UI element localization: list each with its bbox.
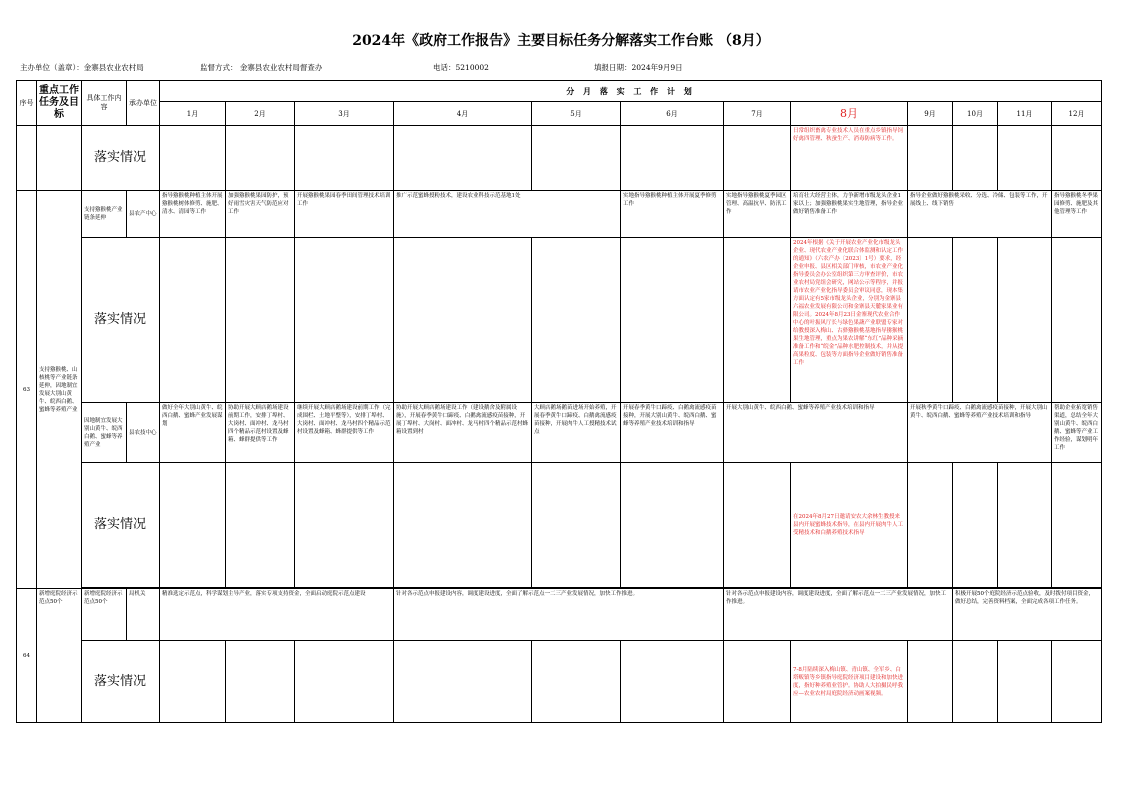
month-10: 10月 (953, 102, 998, 126)
header-unit: 承办单位 (127, 81, 160, 126)
month-12: 12月 (1052, 102, 1102, 126)
plan-63-2-m5: 大顾店鹅场鹅苗进场开始养殖，开展春季黄牛口蹄疫、白鹅禽流感疫苗接种，开展肉牛人工授精技术试点 (532, 403, 621, 463)
unit-63-2: 县农技中心 (127, 403, 160, 463)
content-63-1: 支持猕猴桃产业链条延伸 (82, 191, 127, 238)
seq-64: 64 (17, 589, 37, 723)
plan-64-m1-3: 精准选定示范点，科学谋划主导产业，落实专项支持资金，全面启动庭院示范点建设 (160, 589, 394, 641)
plan-63-1-m2: 加强猕猴桃果园防护，预好雨雪灾害天气防范应对工作 (226, 191, 295, 238)
seq-63: 63 (17, 191, 37, 589)
header-monthly-plan: 分 月 落 实 工 作 计 划 (160, 81, 1102, 102)
unit-63-1: 县农产中心 (127, 191, 160, 238)
plan-63-2-m3: 继续开展大顾店鹅场建设前期工作（完成围栏、土地平整等），安排丁埠村、大岗村、面冲村、龙马村四个精品示范村设置及蜂箱、蜂群提供等工作 (295, 403, 394, 463)
organizer: 主办单位（盖章）：金寨县农业农村局 (20, 63, 144, 72)
task-63: 支持猕猴桃、山核桃等产业链条延伸，因地制宜发展大别山黄牛、皖西白鹅、蜜蜂等养殖产业 (37, 191, 82, 589)
month-4: 4月 (394, 102, 532, 126)
plan-63-1-m1: 指导猕猴桃种植主体开展猕猴桃树体修剪、施肥、清水、清园等工作 (160, 191, 226, 238)
plan-63-1-m6: 实地指导猕猴桃种植主体开展夏季修剪工作 (621, 191, 724, 238)
impl-label: 落实情况 (82, 641, 160, 723)
month-5: 5月 (532, 102, 621, 126)
header-seq: 序号 (17, 81, 37, 126)
month-2: 2月 (226, 102, 295, 126)
month-1: 1月 (160, 102, 226, 126)
page-title: 2024年《政府工作报告》主要目标任务分解落实工作台账 （8月） (352, 33, 770, 49)
header-key-task: 重点工作任务及目标 (37, 81, 82, 126)
plan-63-2-m6: 开展春季黄牛口蹄疫、白鹅禽流感疫苗接种，开展大别山黄牛、皖西白鹅、蜜蜂等养殖产业技术培训和指导 (621, 403, 724, 463)
plan-63-1-m12: 指导猕猴桃冬季果园修剪、施肥及其他管理等工作 (1052, 191, 1102, 238)
plan-63-1-m3: 开展猕猴桃果园春季田间管理技术培训工作 (295, 191, 394, 238)
plan-63-1-m4-5: 推广示范蜜蜂授粉技术，建设农业科技示范基地1处 (394, 191, 621, 238)
plan-63-2-m12: 帮助企业拓宽销售渠道，总结全年大别山黄牛、皖西白鹅、蜜蜂等产业工作经验，谋划明年工作 (1052, 403, 1102, 463)
month-11: 11月 (998, 102, 1052, 126)
content-64: 新增庭院经济示范点50个 (82, 589, 127, 641)
task-64: 新增庭院经济示范点50个 (37, 589, 82, 723)
month-7: 7月 (724, 102, 791, 126)
impl-label: 落实情况 (82, 463, 160, 588)
supervision-method: 监督方式： 金寨县农业农村局督查办 (200, 63, 323, 72)
aug-impl-prev: 日常组织畜禽专业技术人员在重点乡镇指导饲好禽四管理、秋蚕生产、消毒防病等工作。 (791, 126, 908, 191)
header-content: 具体工作内容 (82, 81, 127, 126)
plan-63-2-m1: 做好全年大别山黄牛、皖西白鹅、蜜蜂产业发展谋划 (160, 403, 226, 463)
month-9: 9月 (908, 102, 953, 126)
plan-63-2-m2: 协助开展大顾店鹅场建设前期工作，安排丁埠村、大岗村、面冲村、龙马村四个精品示范村设置及蜂箱、蜂群提供等工作 (226, 403, 295, 463)
month-8: 8月 (791, 102, 908, 126)
aug-impl-63-2: 在2024年8月27日邀请安农大余林生教授来县内开展蜜蜂技术指导，在县内开展肉牛人工受精技术和白鹅养殖技术指导 (791, 463, 908, 588)
plan-63-1-m9-11: 指导企业做好猕猴桃采收、分选、冷储、包装等工作，开展线上、线下销售 (908, 191, 1052, 238)
plan-63-1-m7: 实地指导猕猴桃夏季园区管理、高温抗旱、防汛工作 (724, 191, 791, 238)
impl-label: 落实情况 (82, 238, 160, 403)
plan-63-1-m8: 培育壮大经营主体，力争新增市级龙头企业1家以上；加强猕猴桃果实生地管理，指导企业做好销售准备工作 (791, 191, 908, 238)
month-3: 3月 (295, 102, 394, 126)
fill-date: 填报日期：2024年9月9日 (594, 63, 683, 72)
plan-63-2-m9-11: 开展秋季黄牛口蹄疫、白鹅禽流感疫苗接种，开展大别山黄牛、皖西白鹅、蜜蜂等养殖产业技术培训和指导 (908, 403, 1052, 463)
unit-64: 局机关 (127, 589, 160, 641)
plan-64-m4-6: 针对各示范点申报建设内容，调度建设进度，全面了解示范点一二三产业发展情况，加快工作推进。 (394, 589, 724, 641)
aug-impl-64: 7-8月陆续深入梅山镇、青山镇、全军乡、白塔畈镇等乡镇指导庭院经济项目建设和加快进度，指好种养殖业管护。协助人大拍摄民呼我应—农业农村局庭院经济动画案视频。 (791, 641, 908, 723)
phone: 电话：5210002 (433, 63, 489, 72)
aug-impl-63-1: 2024年根据《关于开展农业产业化市级龙头企业、现代农业产业化联合体监测和认定工作的通知》（六农产办〔2023〕1号）要求，经企业申报、县区相关部门审核，市农业产业化指导委员会办公室组织第三方审查评价，市农业农村局党组会研究，网站公示等程序，并报请市农业产业化指导委员会审议同意，现本集方面认定有5家市级龙头企业，分别为金寨县六福农业发展有限公司和金寨县天麓家果业有限公司。2024年8月23日金寨现代农业合作中心的叶振风厅长与绿色果蔬产业联盟专家对给教授深入梅山、古驿猕猴桃基地指导猕猴桃果生地管理，重点为果农讲解“东红”品种采摘准备工作和“皖金”品种水肥控制技术，并从提高果粒度、包装等方面指导企业做好销售准备工作 (791, 238, 908, 403)
content-63-2: 因地制宜发展大别山黄牛、皖西白鹅、蜜蜂等养殖产业 (82, 403, 127, 463)
plan-63-2-m4: 协助开展大顾店鹅场建设工作（建设鹅舍及附属设施），开展春季黄牛口蹄疫、白鹅禽流感疫苗接种，开展丁埠村、大岗村、面冲村、龙马村四个精品示范村蜂箱设置到村 (394, 403, 532, 463)
plan-64-m7-9: 针对各示范点申报建设内容，调度建设进度，全面了解示范点一二三产业发展情况，加快工作推进。 (724, 589, 953, 641)
month-6: 6月 (621, 102, 724, 126)
plan-64-m10-12: 积极开展50个庭院经济示范点验收，及时拨付项目资金，做好总结，完善资料档案，全面完成各项工作任务。 (953, 589, 1102, 641)
ledger-table (16, 80, 1102, 723)
impl-label: 落实情况 (82, 126, 160, 191)
plan-63-2-m7-8: 开展大别山黄牛、皖西白鹅、蜜蜂等养殖产业技术培训和指导 (724, 403, 908, 463)
